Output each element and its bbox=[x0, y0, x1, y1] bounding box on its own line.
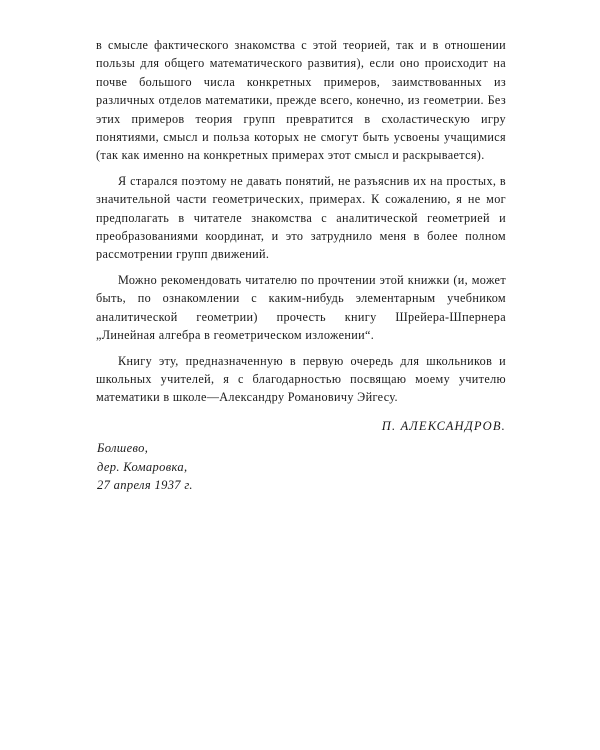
author-signature: П. АЛЕКСАНДРОВ. bbox=[381, 418, 506, 433]
date-line: 27 апреля 1937 г. bbox=[97, 477, 193, 492]
paragraph-2: Я старался поэтому не давать понятий, не разъяснив их на простых, в значительной части геометрических, примерах. К сожалению, я не мог предполагать в читателе знакомства с аналитической геометрией и преобразованиями координат, и это затруднило меня в более полном рассмотрении групп движений. bbox=[96, 173, 506, 262]
place-line-1: Болшево, bbox=[97, 441, 149, 456]
place-date-block bbox=[97, 439, 506, 494]
place-line-2: дер. Комаровка, bbox=[97, 459, 188, 474]
document-page bbox=[96, 36, 506, 494]
paragraph-3: Можно рекомендовать читателю по прочтении этой книжки (и, может быть, по ознакомлении с каким-нибудь элементарным учебником аналитической геометрии) прочесть книгу Шрейера-Шпернера „Линейная алгебра в геометрическом изложении“. bbox=[96, 272, 506, 343]
paragraph-4: Книгу эту, предназначенную в первую очередь для школьников и школьных учителей, я с благодарностью посвящаю моему учителю математики в школе—Александру Романовичу Эйгесу. bbox=[96, 353, 506, 405]
paragraph-1: в смысле фактического знакомства с этой теорией, так и в отношении пользы для общего математического развития), если оно происходит на почве большого числа конкретных примеров, заимствованных из различных отделов математики, прежде всего, конечно, из геометрии. Без этих примеров теория групп превратится в схоластическую игру понятиями, смысл и польза которых не смогут быть усвоены учащимися (так как именно на конкретных примерах этот смысл и раскрывается). bbox=[96, 38, 506, 163]
